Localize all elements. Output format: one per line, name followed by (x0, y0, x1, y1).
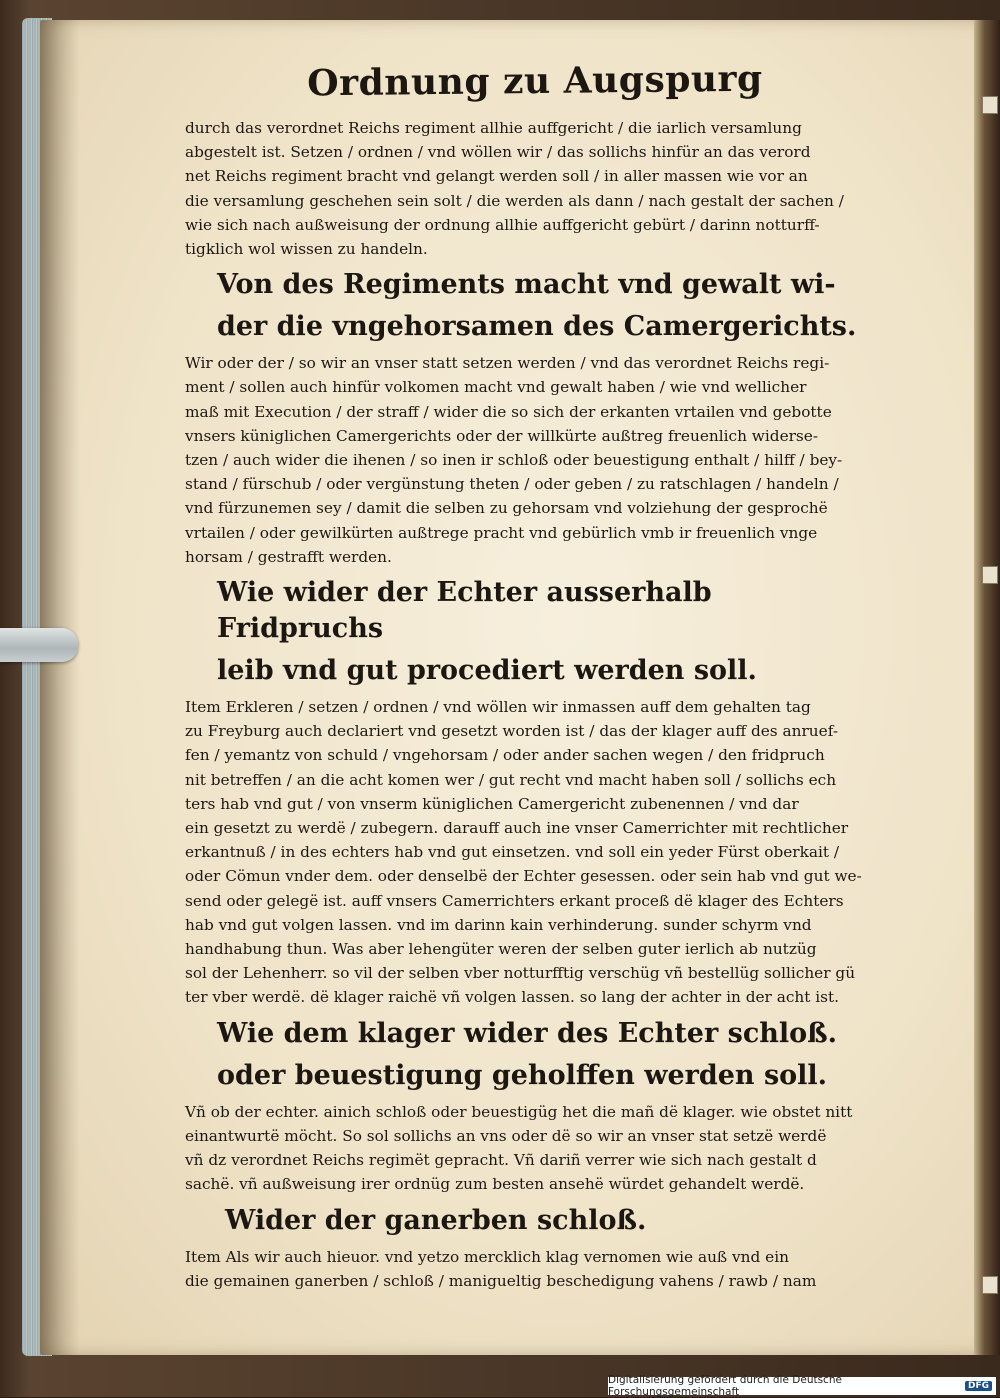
edge-tab (982, 96, 998, 114)
page-title: Ordnung zu Augspurg (307, 57, 763, 105)
section-paragraph (185, 116, 885, 261)
text-line: ein gesetzt zu werdë / zubegern. darauff auch ine vnser Camerrichter mit rechtlicher (185, 819, 849, 838)
gutter-shadow (40, 20, 80, 1355)
text-line: net Reichs regiment bracht vnd gelangt werden soll / in aller massen wie vor an (185, 167, 808, 186)
section-paragraph (185, 695, 885, 1010)
text-line: Vñ ob der echter. ainich schloß oder beuestigüg het die mañ dë klager. wie obstet nitt (185, 1102, 853, 1121)
text-line: oder Cömun vnder dem. oder denselbë der Echter gesessen. oder sein hab vnd gut we- (185, 867, 862, 886)
text-line: fen / yemantz von schuld / vngehorsam / oder ander sachen wegen / den fridpruch (185, 746, 825, 765)
text-line: vñ dz verordnet Reichs regimët gepracht. Vñ dariñ verrer wie sich nach gestalt d (185, 1151, 817, 1170)
text-line: wie sich nach außweisung der ordnung allhie auffgericht gebürt / darinn notturff- (185, 215, 820, 234)
section-heading-line: Wie dem klager wider des Echter schloß. (217, 1017, 838, 1049)
footer-credit (608, 1374, 996, 1398)
text-line: maß mit Execution / der straff / wider die so sich der erkanten vrtailen vnd gebotte (185, 402, 832, 421)
text-line: ters hab vnd gut / von vnserm küniglichen Camergericht zubenennen / vnd dar (185, 794, 799, 813)
text-sections (185, 116, 885, 1293)
text-line: hab vnd gut volgen lassen. vnd im darinn kain verhinderung. sunder schyrm vnd (185, 915, 812, 934)
section-paragraph (185, 1100, 885, 1197)
section-heading-line: der die vngehorsamen des Camergerichts. (217, 311, 857, 343)
text-line: stand / fürschub / oder vergünstung theten / oder geben / zu ratschlagen / handeln / (185, 475, 839, 494)
text-line: einantwurtë möcht. So sol sollichs an vns oder dë so wir an vnser stat setzë werdë (185, 1126, 827, 1145)
text-line: sachë. vñ außweisung irer ordnüg zum besten ansehë würdet gehandelt werdë. (185, 1175, 805, 1194)
section-heading-line: oder beuestigung geholffen werden soll. (217, 1059, 828, 1091)
text-line: abgestelt ist. Setzen / ordnen / vnd wöllen wir / das sollichs hinfür an das verord (185, 143, 811, 162)
section-paragraph (185, 1245, 885, 1293)
text-line: send oder gelegë ist. auff vnsers Camerrichters erkant proceß dë klager des Echters (185, 891, 844, 910)
text-line: tigklich wol wissen zu handeln. (185, 240, 428, 259)
text-line: Item Als wir auch hieuor. vnd yetzo mercklich klag vernomen wie auß vnd ein (185, 1247, 789, 1266)
section-heading-line: leib vnd gut procediert werden soll. (217, 655, 757, 687)
dfg-logo-icon: DFG (965, 1381, 992, 1391)
text-line: sol der Lehenherr. so vil der selben vber notturfftig verschüg vñ bestellüg sollicher gü (185, 964, 856, 983)
bookmark-clip (0, 628, 78, 662)
text-line: die versamlung geschehen sein solt / die werden als dann / nach gestalt der sachen / (185, 191, 844, 210)
text-line: die gemainen ganerben / schloß / manigueltig beschedigung vahens / rawb / nam (185, 1271, 817, 1290)
text-line: vnsers küniglichen Camergerichts oder der willkürte außtreg freuenlich widerse- (185, 426, 819, 445)
text-line: vnd fürzunemen sey / damit die selben zu gehorsam vnd volziehung der gesprochë (185, 499, 828, 518)
text-line: nit betreffen / an die acht komen wer / gut recht vnd macht haben soll / sollichs ech (185, 770, 837, 789)
text-line: handhabung thun. Was aber lehengüter weren der selben guter ierlich ab nutzüg (185, 940, 817, 959)
text-line: Wir oder der / so wir an vnser statt setzen werden / vnd das verordnet Reichs regi- (185, 354, 830, 373)
page-text (185, 57, 885, 1293)
section-heading-line: Von des Regiments macht vnd gewalt wi- (217, 269, 836, 301)
text-line: horsam / gestrafft werden. (185, 547, 392, 566)
text-line: ter vber werdë. dë klager raichë vñ volgen lassen. so lang der achter in der acht ist. (185, 988, 840, 1007)
section-heading-line: Wider der ganerben schloß. (225, 1204, 647, 1236)
section-heading-line: Wie wider der Echter ausserhalb Fridpruchs (217, 577, 712, 645)
text-line: erkantnuß / in des echters hab vnd gut einsetzen. vnd soll ein yeder Fürst oberkait / (185, 843, 840, 862)
footer-text: Digitalisierung gefördert durch die Deutsche Forschungsgemeinschaft (608, 1374, 842, 1398)
text-line: durch das verordnet Reichs regiment allhie auffgericht / die iarlich versamlung (185, 119, 802, 137)
edge-tab (982, 1276, 998, 1294)
text-line: ment / sollen auch hinfür volkomen macht vnd gewalt haben / wie vnd wellicher (185, 378, 807, 397)
section-paragraph (185, 351, 885, 569)
text-line: vrtailen / oder gewilkürten außtrege pracht vnd gebürlich vmb ir freuenlich vnge (185, 523, 818, 542)
text-line: zu Freyburg auch declariert vnd gesetzt worden ist / das der klager auff des anruef- (185, 722, 838, 741)
text-line: tzen / auch wider die ihenen / so inen ir schloß oder beuestigung enthalt / hilff / bey- (185, 451, 843, 470)
edge-tab (982, 566, 998, 584)
right-page-edge (974, 20, 1000, 1355)
text-line: Item Erkleren / setzen / ordnen / vnd wöllen wir inmassen auff dem gehalten tag (185, 698, 811, 717)
